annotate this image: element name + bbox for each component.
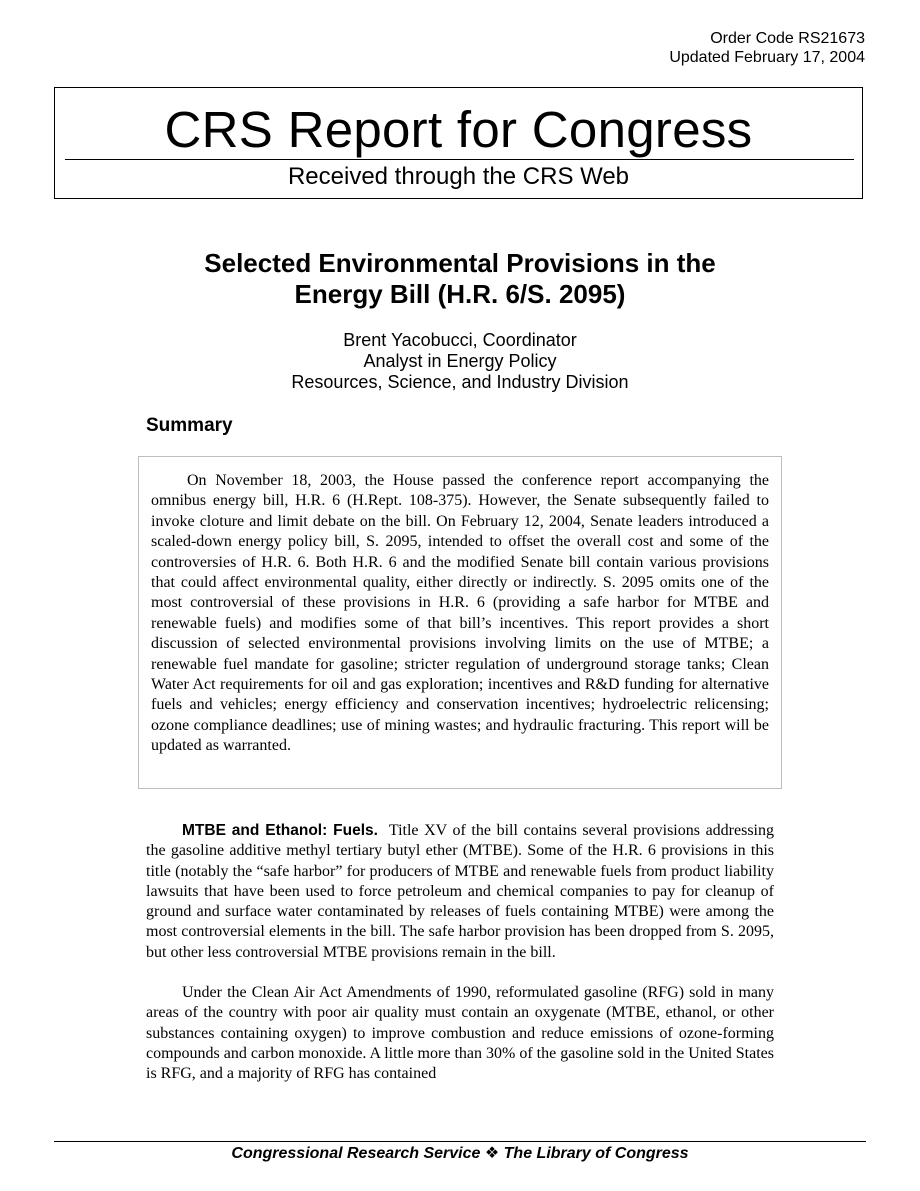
author-division: Resources, Science, and Industry Division	[291, 372, 629, 392]
report-title-line2: Energy Bill (H.R. 6/S. 2095)	[294, 279, 626, 309]
order-code-block	[669, 29, 865, 67]
author-name: Brent Yacobucci, Coordinator	[343, 330, 577, 350]
body-text	[146, 821, 774, 1105]
summary-heading: Summary	[146, 415, 233, 436]
author-title: Analyst in Energy Policy	[363, 351, 557, 371]
report-title	[0, 248, 920, 310]
footer-rule	[54, 1141, 866, 1142]
mtbe-section-lead: MTBE and Ethanol: Fuels.	[182, 822, 378, 839]
masthead-subtitle: Received through the CRS Web	[287, 163, 630, 190]
order-code: Order Code RS21673	[710, 30, 865, 47]
footer: Congressional Research Service ❖ The Library of Congress	[231, 1145, 689, 1162]
author-block	[0, 330, 920, 393]
masthead-title: CRS Report for Congress	[164, 101, 753, 158]
body-paragraph-2: Under the Clean Air Act Amendments of 1990, reformulated gasoline (RFG) sold in many areas of the country with poor air quality must contain an oxygenate (MTBE, ethanol, or other substances containing oxygen) to improve combustion and reduce emissions of ozone-forming compounds and carbon monoxide. A little more than 30% of the gasoline sold in the United States is RFG, and a majority of RFG has contained	[146, 984, 774, 1083]
summary-box	[138, 456, 782, 789]
masthead	[54, 87, 863, 199]
updated-date: Updated February 17, 2004	[669, 49, 865, 66]
masthead-rule	[65, 159, 854, 160]
report-title-line1: Selected Environmental Provisions in the	[204, 248, 716, 278]
summary-text: On November 18, 2003, the House passed the conference report accompanying the omnibus energy bill, H.R. 6 (H.Rept. 108-375). However, the Senate subsequently failed to invoke cloture and limit debate on the bill. On February 12, 2004, Senate leaders introduced a scaled-down energy policy bill, S. 2095, intended to offset the overall cost and some of the controversies of H.R. 6. Both H.R. 6 and the modified Senate bill contain various provisions that could affect environmental quality, either directly or indirectly. S. 2095 omits one of the most controversial of these provisions in H.R. 6 (providing a safe harbor for MTBE and renewable fuels) and modifies some of that bill’s incentives. This report provides a short discussion of selected environmental provisions involving limits on the use of MTBE; a renewable fuel mandate for gasoline; stricter regulation of underground storage tanks; Clean Water Act requirements for oil and gas exploration; incentives and R&D funding for alternative fuels and vehicles; energy efficiency and conservation incentives; hydroelectric relicensing; ozone compliance deadlines; use of mining wastes; and hydraulic fracturing. This report will be updated as warranted.	[151, 472, 769, 755]
body-paragraph-1	[146, 821, 774, 963]
body-paragraph-1-text: Title XV of the bill contains several provisions addressing the gasoline additive methyl tertiary butyl ether (MTBE). Some of the H.R. 6 provisions in this title (notably the “safe harbor” for producers of MTBE and renewable fuels from product liability lawsuits that have been used to force petroleum and chemical companies to pay for cleanup of ground and surface water contaminated by releases of fuels containing MTBE) were among the most controversial elements in the bill. The safe harbor provision has been dropped from S. 2095, but other less controversial MTBE provisions remain in the bill.	[146, 822, 775, 961]
